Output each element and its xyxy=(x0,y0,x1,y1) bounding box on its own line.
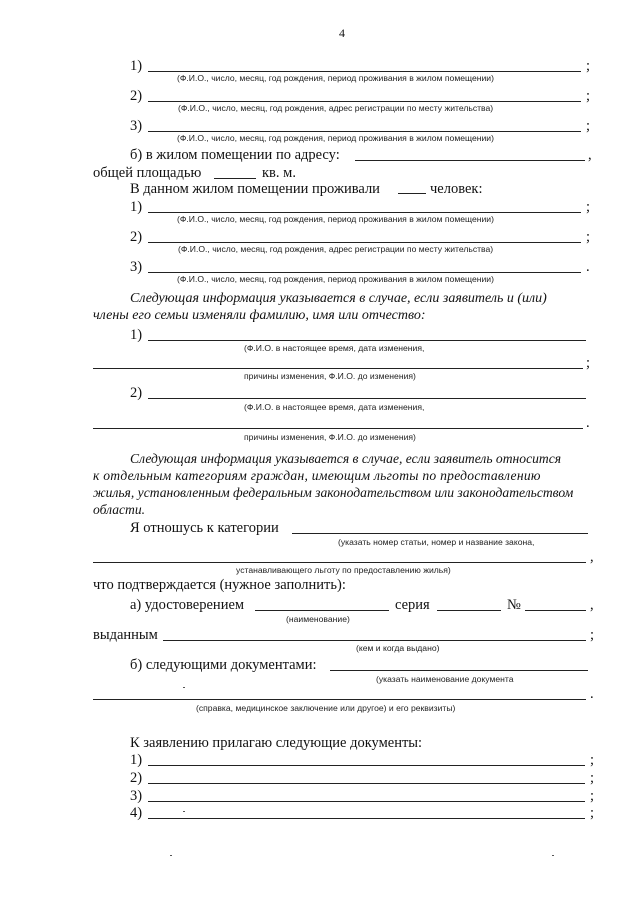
residents-label: В данном жилом помещении проживали xyxy=(130,181,380,197)
attachments-title: К заявлению прилагаю следующие документы: xyxy=(130,735,423,751)
field-caption: (Ф.И.О., число, месяц, год рождения, период проживания в жилом помещении) xyxy=(177,214,494,224)
documents-fill-line-2[interactable] xyxy=(93,699,586,700)
area-label: общей площадью xyxy=(93,165,202,181)
field-caption: (справка, медицинское заключение или другое) и его реквизиты) xyxy=(196,703,456,713)
line-end-mark: ; xyxy=(586,355,591,371)
residents-suffix: человек: xyxy=(430,181,483,197)
field-caption: (Ф.И.О., число, месяц, год рождения, период проживания в жилом помещении) xyxy=(177,73,494,83)
name-change-intro: Следующая информация указывается в случае, если заявитель и (или) xyxy=(130,291,547,306)
residents-count-line[interactable] xyxy=(398,193,426,194)
line-end-mark: , xyxy=(590,549,594,565)
number-label: № xyxy=(507,597,521,613)
fill-line[interactable] xyxy=(148,71,581,72)
line-end-mark: ; xyxy=(590,788,595,804)
benefits-intro: жилья, установленным федеральным законодательством или законодательством xyxy=(93,485,574,500)
issued-label: выданным xyxy=(93,627,158,643)
field-caption: причины изменения, Ф.И.О. до изменения) xyxy=(244,432,416,442)
line-end-mark: ; xyxy=(586,199,591,215)
line-end-mark: ; xyxy=(586,58,591,74)
list-item-number: 2) xyxy=(130,88,143,104)
field-caption: (Ф.И.О., число, месяц, год рождения, адрес регистрации по месту жительства) xyxy=(178,244,494,254)
line-end-mark: . xyxy=(586,415,590,431)
line-end-mark: , xyxy=(590,597,594,613)
scan-speck xyxy=(183,687,185,688)
line-end-mark: ; xyxy=(586,88,591,104)
documents-fill-line[interactable] xyxy=(330,670,588,671)
field-caption: (кем и когда выдано) xyxy=(356,643,440,653)
list-item-number: 4) xyxy=(130,805,143,821)
list-item-number: 1) xyxy=(130,327,143,343)
line-end-mark: ; xyxy=(586,118,591,134)
benefits-intro: к отдельным категориям граждан, имеющим льготы по предоставлению xyxy=(93,468,541,483)
line-end-mark: . xyxy=(590,686,594,702)
fill-line[interactable] xyxy=(93,368,583,369)
field-caption: (Ф.И.О., число, месяц, год рождения, период проживания в жилом помещении) xyxy=(177,274,494,284)
category-label: Я отношусь к категории xyxy=(130,520,279,536)
issued-fill-line[interactable] xyxy=(163,640,586,641)
fill-line[interactable] xyxy=(148,242,581,243)
line-end-mark: , xyxy=(588,147,592,163)
confirm-text: что подтверждается (нужное заполнить): xyxy=(93,577,346,593)
number-fill-line[interactable] xyxy=(525,610,586,611)
series-fill-line[interactable] xyxy=(437,610,501,611)
area-unit: кв. м. xyxy=(262,165,296,181)
address-label: б) в жилом помещении по адресу: xyxy=(130,147,340,163)
fill-line[interactable] xyxy=(148,783,585,784)
fill-line[interactable] xyxy=(148,801,585,802)
category-fill-line[interactable] xyxy=(292,533,588,534)
line-end-mark: ; xyxy=(586,229,591,245)
benefits-intro: области. xyxy=(93,502,146,517)
fill-line[interactable] xyxy=(148,398,586,399)
list-item-number: 3) xyxy=(130,118,143,134)
field-caption: (Ф.И.О. в настоящее время, дата изменения, xyxy=(244,343,425,353)
address-fill-line[interactable] xyxy=(355,160,585,161)
name-change-intro: члены его семьи изменяли фамилию, имя или отчество: xyxy=(93,308,426,323)
list-item-number: 2) xyxy=(130,770,143,786)
list-item-number: 3) xyxy=(130,788,143,804)
list-item-number: 1) xyxy=(130,58,143,74)
field-caption: (Ф.И.О., число, месяц, год рождения, период проживания в жилом помещении) xyxy=(177,133,494,143)
page-number: 4 xyxy=(339,26,345,40)
certificate-label: а) удостоверением xyxy=(130,597,245,613)
list-item-number: 3) xyxy=(130,259,143,275)
scan-speck xyxy=(552,855,554,856)
field-caption: (указать наименование документа xyxy=(376,674,514,684)
field-caption: устанавливающего льготу по предоставлению жилья) xyxy=(236,565,451,575)
list-item-number: 2) xyxy=(130,229,143,245)
series-label: серия xyxy=(395,597,430,613)
line-end-mark: . xyxy=(586,259,590,275)
scan-speck xyxy=(170,855,172,856)
fill-line[interactable] xyxy=(148,212,581,213)
fill-line[interactable] xyxy=(148,272,581,273)
list-item-number: 2) xyxy=(130,385,143,401)
list-item-number: 1) xyxy=(130,199,143,215)
fill-line[interactable] xyxy=(148,818,585,819)
fill-line[interactable] xyxy=(93,428,583,429)
certificate-name-line[interactable] xyxy=(255,610,389,611)
line-end-mark: ; xyxy=(590,752,595,768)
scan-speck xyxy=(183,811,185,812)
field-caption: (Ф.И.О., число, месяц, год рождения, адрес регистрации по месту жительства) xyxy=(178,103,494,113)
field-caption: (Ф.И.О. в настоящее время, дата изменения, xyxy=(244,402,425,412)
list-item-number: 1) xyxy=(130,752,143,768)
fill-line[interactable] xyxy=(148,765,585,766)
field-caption: (указать номер статьи, номер и название закона, xyxy=(338,537,535,547)
fill-line[interactable] xyxy=(148,340,586,341)
documents-label: б) следующими документами: xyxy=(130,657,317,673)
line-end-mark: ; xyxy=(590,770,595,786)
fill-line[interactable] xyxy=(148,131,581,132)
line-end-mark: ; xyxy=(590,627,595,643)
area-fill-line[interactable] xyxy=(214,178,256,179)
line-end-mark: ; xyxy=(590,805,595,821)
fill-line[interactable] xyxy=(148,101,581,102)
benefits-intro: Следующая информация указывается в случае, если заявитель относится xyxy=(130,451,562,466)
category-fill-line-2[interactable] xyxy=(93,562,586,563)
field-caption: (наименование) xyxy=(286,614,350,624)
field-caption: причины изменения, Ф.И.О. до изменения) xyxy=(244,371,416,381)
